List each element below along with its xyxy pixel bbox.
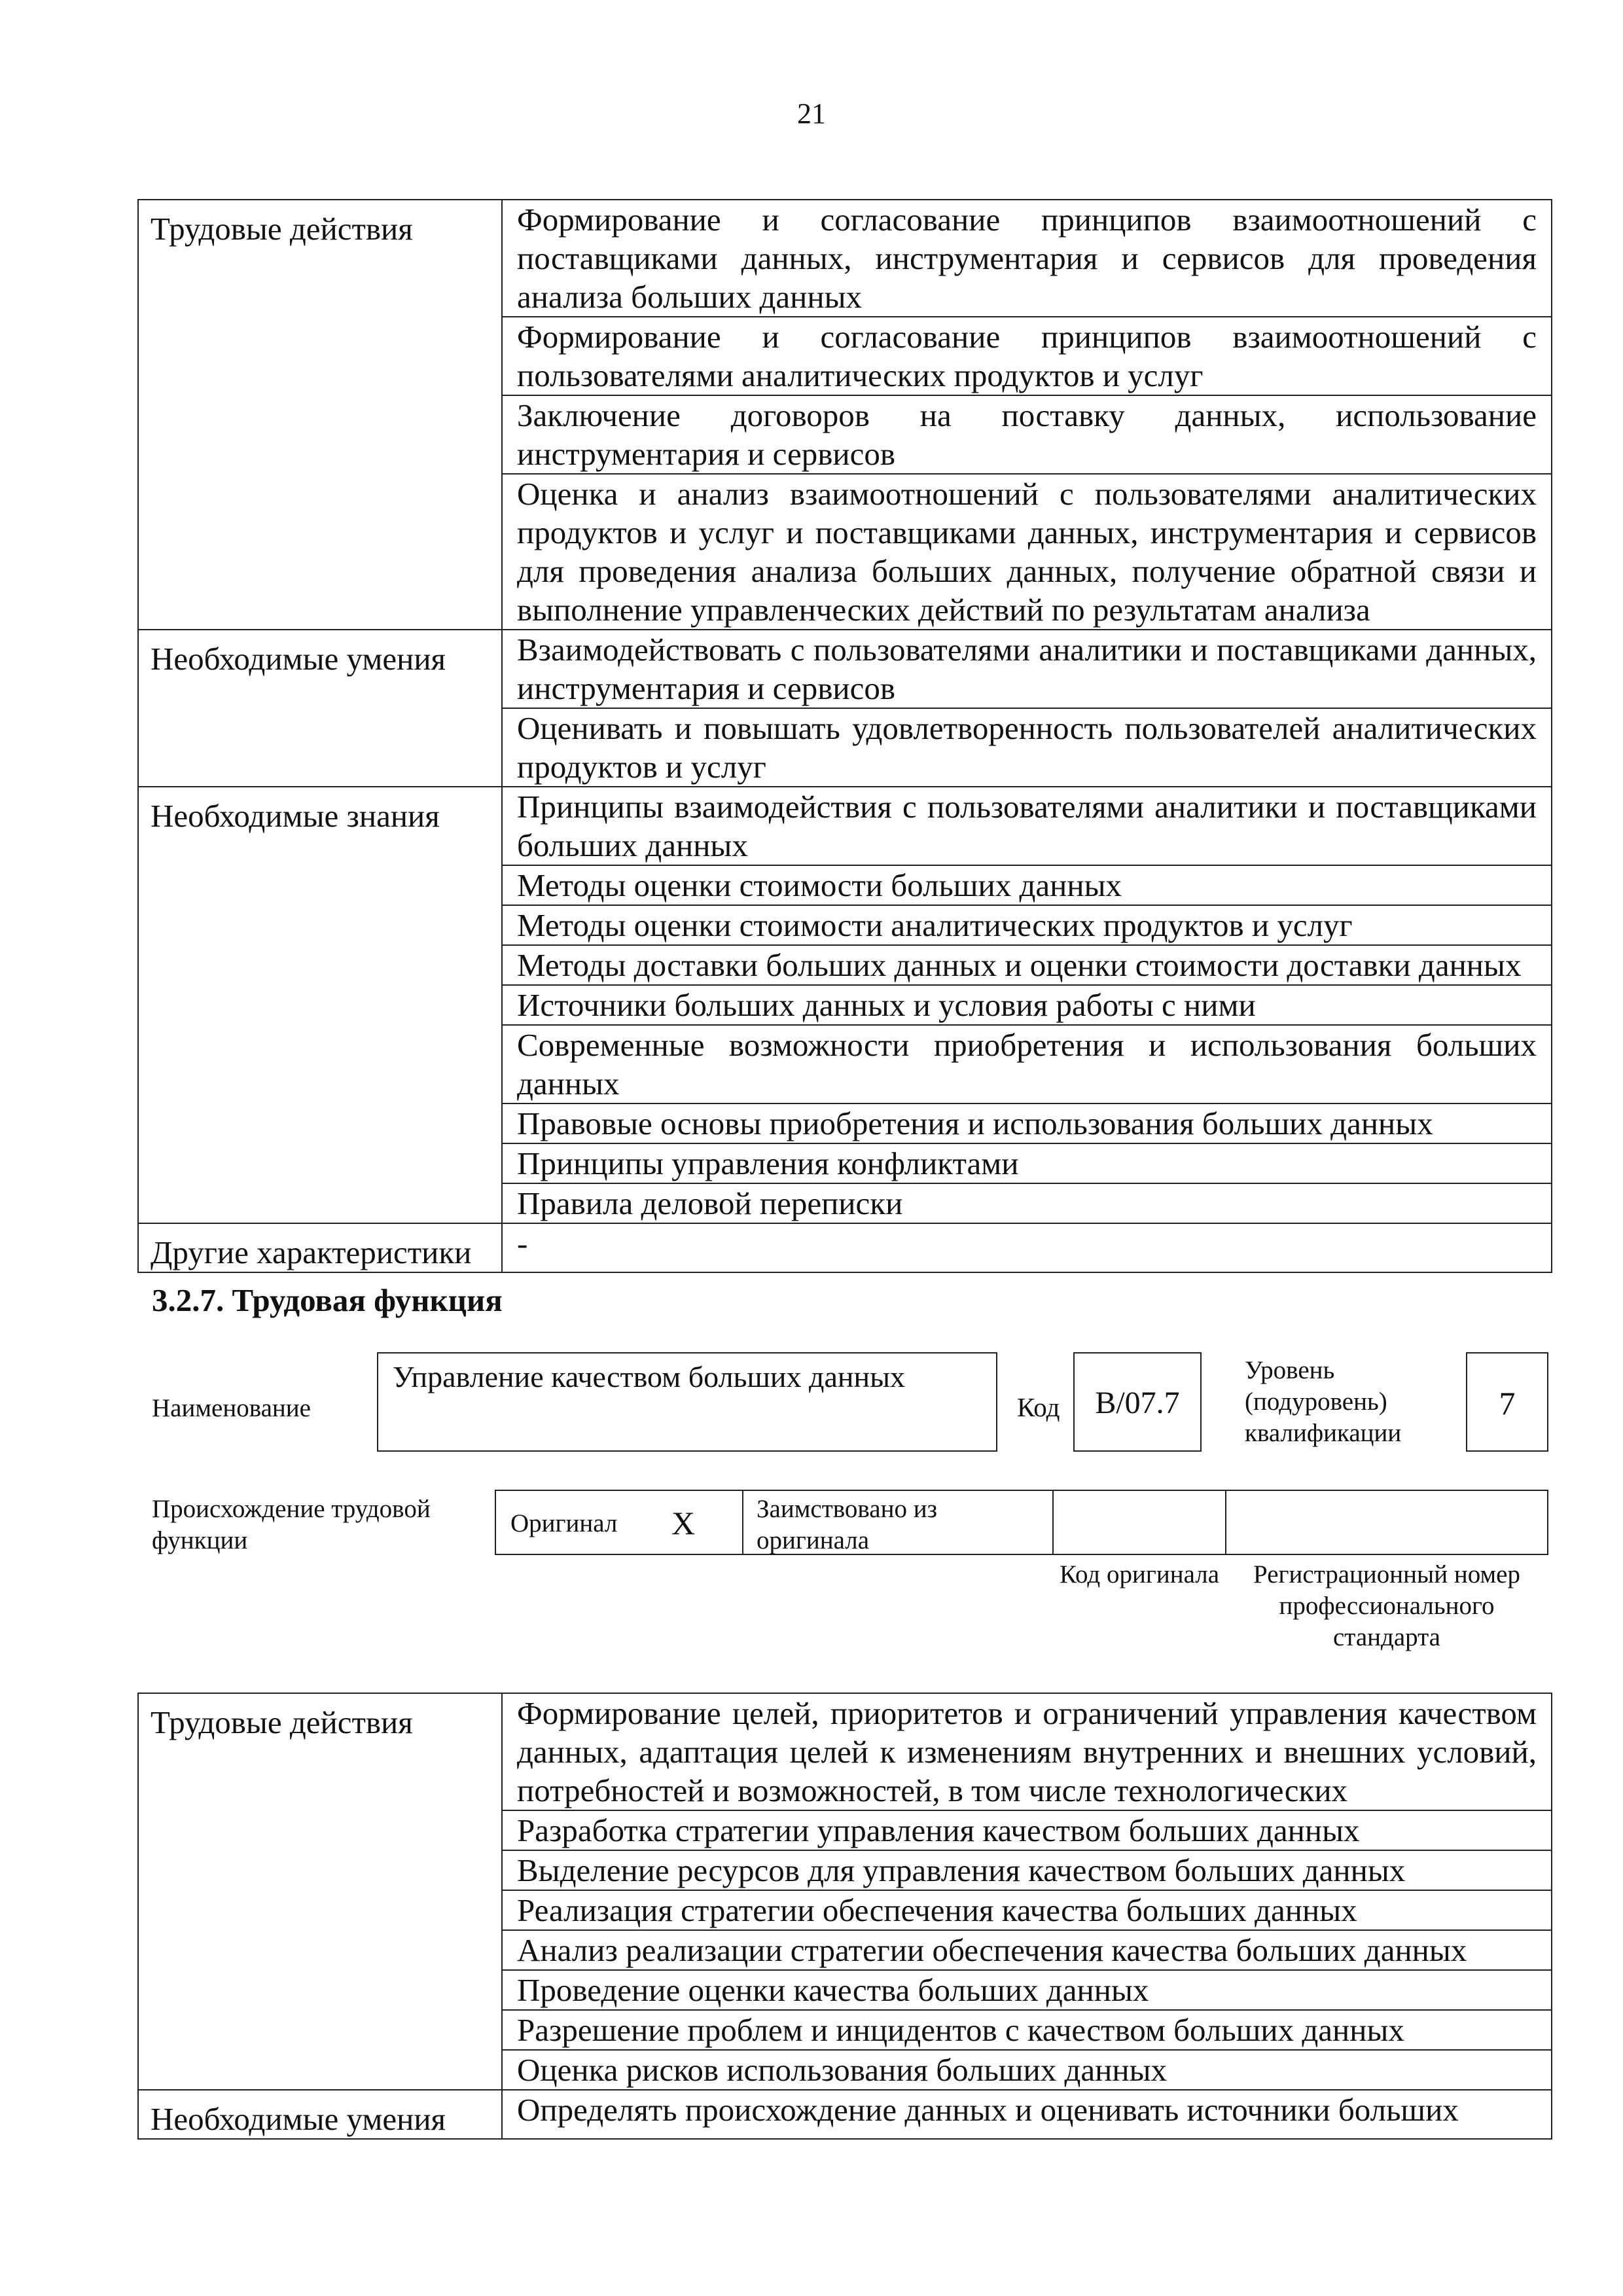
row-item-text: - <box>502 1223 1552 1272</box>
page-number: 21 <box>797 98 826 130</box>
row-item-text: Правила деловой переписки <box>502 1183 1552 1223</box>
row-category-label: Необходимые умения <box>138 630 502 787</box>
row-category-label: Необходимые умения <box>138 2090 502 2139</box>
row-item-text: Реализация стратегии обеспечения качества больших данных <box>502 1890 1552 1930</box>
row-item-text: Современные возможности приобретения и использования больших данных <box>502 1025 1552 1103</box>
borrowed-label: Заимствовано из оригинала <box>757 1495 938 1554</box>
row-category-label: Необходимые знания <box>138 787 502 1223</box>
row-item-text: Методы доставки больших данных и оценки стоимости доставки данных <box>502 945 1552 985</box>
code-label: Код <box>1017 1392 1060 1422</box>
level-value-box <box>1466 1352 1548 1452</box>
qualification-level-label: Уровень (подуровень) квалификации <box>1245 1356 1402 1447</box>
code-value-box <box>1073 1352 1202 1452</box>
original-code-label: Код оригинала <box>1059 1560 1220 1588</box>
section-title: 3.2.7. Трудовая функция <box>152 1282 503 1318</box>
labor-function-table-continued <box>137 199 1552 1273</box>
row-item-text: Источники больших данных и условия работы с ними <box>502 985 1552 1025</box>
function-name-box <box>377 1352 997 1452</box>
row-category-label: Другие характеристики <box>138 1223 502 1272</box>
row-item-text: Принципы управления конфликтами <box>502 1143 1552 1183</box>
row-item-text: Методы оценки стоимости больших данных <box>502 865 1552 905</box>
table-row <box>138 1693 1552 1810</box>
row-item-text: Разрешение проблем и инцидентов с качеством больших данных <box>502 2010 1552 2050</box>
original-code-cell <box>1052 1490 1226 1555</box>
row-item-text: Оценка и анализ взаимоотношений с пользователями аналитических продуктов и услуг и поставщиками данных, инструментария и сервисов для проведения анализа больших данных, получение обратной связи и выполнение управленческих действий по результатам анализа <box>502 474 1552 630</box>
code-value: B/07.7 <box>1095 1386 1180 1420</box>
labor-function-table <box>137 1693 1552 2140</box>
name-label: Наименование <box>152 1394 311 1422</box>
registration-number-label: Регистрационный номер профессионального стандарта <box>1253 1560 1520 1651</box>
level-value: 7 <box>1499 1385 1516 1422</box>
original-label: Оригинал <box>510 1509 618 1537</box>
row-category-label: Трудовые действия <box>138 1693 502 2090</box>
row-item-text: Правовые основы приобретения и использования больших данных <box>502 1103 1552 1143</box>
row-item-text: Методы оценки стоимости аналитических продуктов и услуг <box>502 905 1552 945</box>
row-item-text: Разработка стратегии управления качеством больших данных <box>502 1810 1552 1850</box>
row-item-text: Проведение оценки качества больших данных <box>502 1970 1552 2010</box>
row-item-text: Анализ реализации стратегии обеспечения качества больших данных <box>502 1930 1552 1970</box>
row-item-text: Формирование целей, приоритетов и ограничений управления качеством данных, адаптация целей к изменениям внутренних и внешних условий, потребностей и возможностей, в том числе технологических <box>502 1693 1552 1810</box>
row-item-text: Оценка рисков использования больших данных <box>502 2050 1552 2090</box>
original-mark: X <box>671 1505 696 1541</box>
row-item-text: Взаимодействовать с пользователями аналитики и поставщиками данных, инструментария и сервисов <box>502 630 1552 708</box>
row-category-label: Трудовые действия <box>138 200 502 630</box>
row-item-text: Формирование и согласование принципов взаимоотношений с поставщиками данных, инструментария и сервисов для проведения анализа больших данных <box>502 200 1552 317</box>
row-item-text: Заключение договоров на поставку данных, использование инструментария и сервисов <box>502 395 1552 474</box>
row-item-text: Формирование и согласование принципов взаимоотношений с пользователями аналитических продуктов и услуг <box>502 317 1552 395</box>
function-name-value: Управление качеством больших данных <box>393 1360 906 1393</box>
table-row <box>138 2090 1552 2139</box>
borrowed-cell <box>742 1490 1054 1555</box>
registration-number-cell <box>1225 1490 1548 1555</box>
row-item-text: Определять происхождение данных и оценивать источники больших <box>502 2090 1552 2139</box>
row-item-text: Принципы взаимодействия с пользователями аналитики и поставщиками больших данных <box>502 787 1552 865</box>
table-row <box>138 200 1552 317</box>
table-row <box>138 787 1552 865</box>
table-row <box>138 630 1552 708</box>
original-cell <box>495 1490 743 1555</box>
origin-label: Происхождение трудовой функции <box>152 1495 431 1554</box>
row-item-text: Выделение ресурсов для управления качеством больших данных <box>502 1850 1552 1890</box>
row-item-text: Оценивать и повышать удовлетворенность пользователей аналитических продуктов и услуг <box>502 708 1552 787</box>
table-row <box>138 1223 1552 1272</box>
